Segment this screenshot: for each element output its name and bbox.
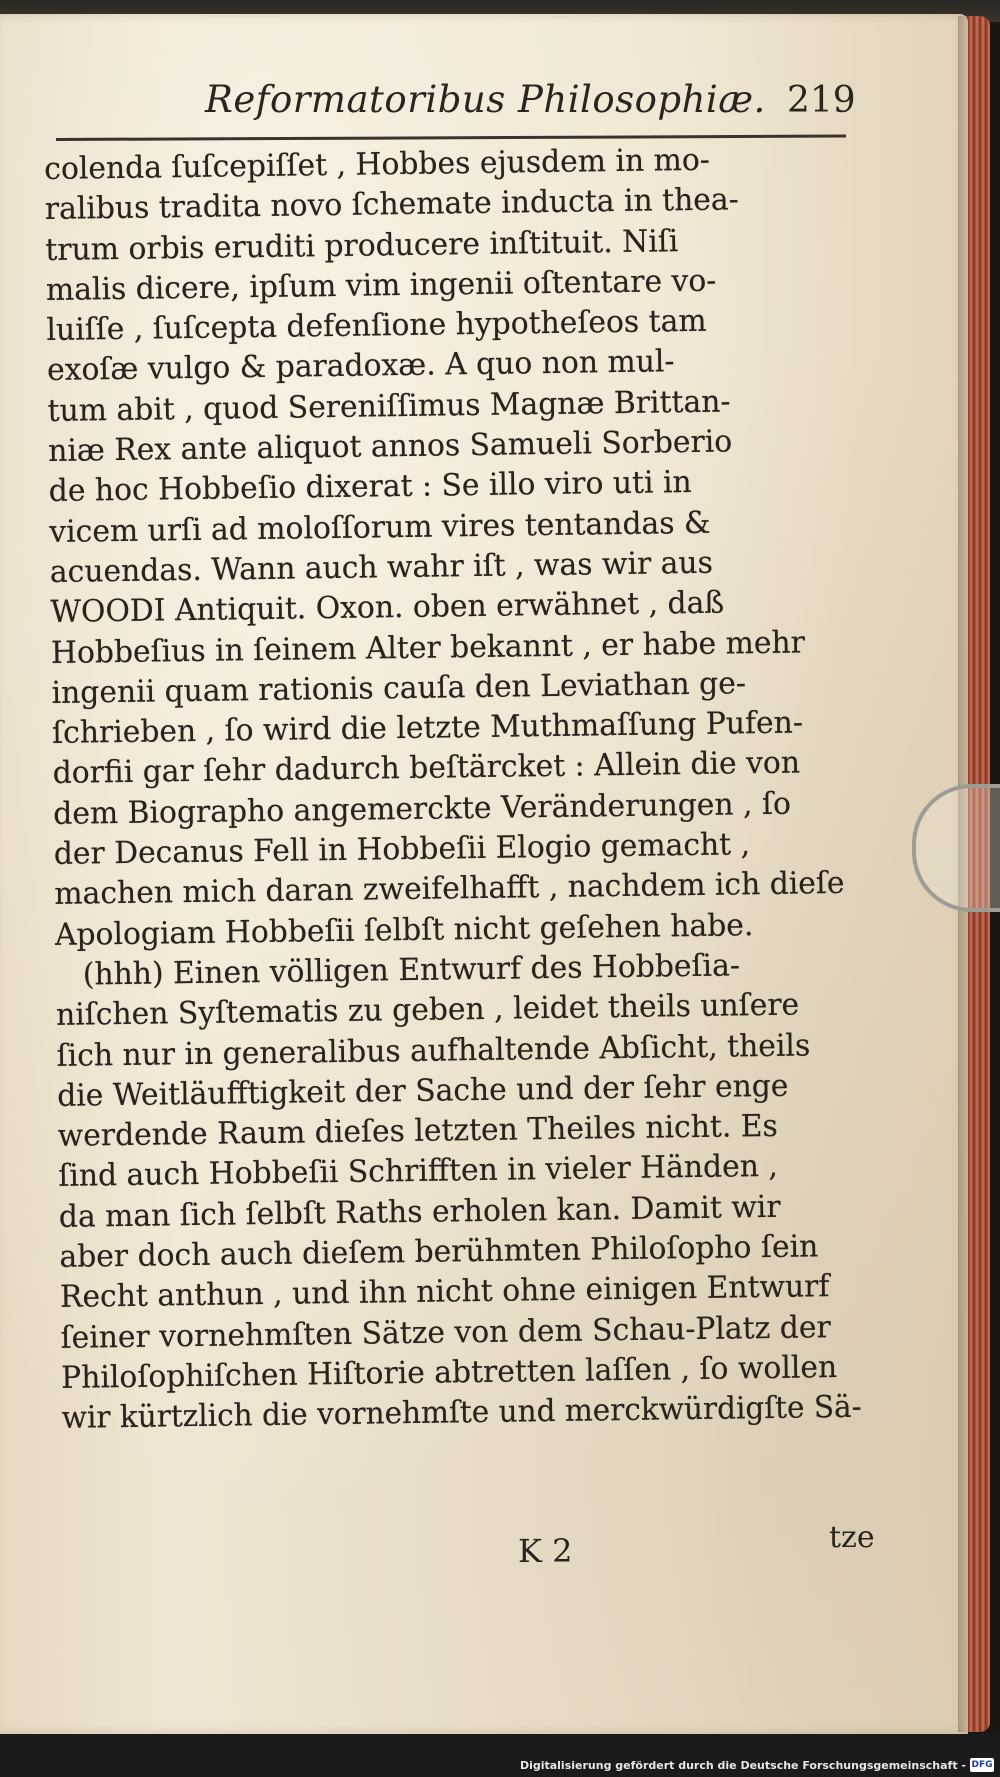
text-line: ralibus tradita novo ſchemate inducta in thea- <box>44 182 739 228</box>
text-line: da man ſich ſelbſt Raths erholen kan. Damit wir <box>58 1189 781 1235</box>
text-line: acuendas. Wann auch wahr iſt , was wir aus <box>49 545 714 590</box>
text-line: vicem urſi ad moloſſorum vires tentandas & <box>49 505 711 550</box>
text-line: werdende Raum dieſes letzten Theiles nicht. Es <box>57 1108 778 1155</box>
signature-mark: K 2 <box>518 1532 573 1570</box>
catchword: tze <box>829 1520 875 1555</box>
digitization-credit: Digitalisierung gefördert durch die Deutsche Forschungsgemeinschaft - <box>519 1759 966 1772</box>
text-line: ingenii quam rationis cauſa den Leviathan ge- <box>51 666 747 711</box>
text-line: Apologiam Hobbeſii ſelbſt nicht geſehen habe. <box>54 907 754 953</box>
text-line: de hoc Hobbeſio dixerat : Se illo viro uti in <box>48 465 692 510</box>
text-line: ſind auch Hobbeſii Schrifften in vieler Händen , <box>58 1149 779 1195</box>
text-line: Philoſophiſchen Hiſtorie abtretten laſſen , ſo wollen <box>60 1349 838 1396</box>
running-head: Reformatoribus Philosophiæ. <box>205 78 766 121</box>
text-line: die Weitläufftigkeit der Sache und der ſehr enge <box>56 1068 789 1114</box>
text-line: machen mich daran zweifelhafft , nachdem ich dieſe <box>54 866 845 913</box>
text-line: exoſæ vulgo & paradoxæ. A quo non mul- <box>46 344 675 389</box>
body-text <box>44 139 882 1440</box>
dfg-logo: DFG <box>971 1760 993 1770</box>
text-line: tum abit , quod Sereniſſimus Magnæ Brittan- <box>47 384 731 429</box>
text-line: wir kürtzlich die vornehmſte und merckwürdigſte Sä- <box>61 1389 862 1437</box>
text-line: colenda ſuſcepiſſet , Hobbes ejusdem in mo- <box>44 142 711 187</box>
text-line: ſeiner vornehmſten Sätze von dem Schau-Platz der <box>60 1309 831 1356</box>
text-line: niæ Rex ante aliquot annos Samueli Sorberio <box>47 424 733 470</box>
text-line: dem Biographo angemerckte Veränderungen , ſo <box>53 786 792 832</box>
text-line: Hobbeſius in ſeinem Alter bekannt , er habe mehr <box>50 624 806 671</box>
text-line: WOODI Antiquit. Oxon. oben erwähnet , daß <box>50 585 725 631</box>
text-line: luiſſe , ſuſcepta defenſione hypotheſeos tam <box>46 303 707 349</box>
text-line: Recht anthun , und ihn nicht ohne einigen Entwurf <box>59 1269 830 1316</box>
text-line: ſchrieben , ſo wird die letzte Muthmaſſung Pufen- <box>51 705 804 752</box>
text-line: niſchen Syſtematis zu geben , leidet theils unſere <box>55 987 800 1034</box>
text-line: malis dicere, ipſum vim ingenii oſtentare vo- <box>45 263 717 308</box>
text-line: trum orbis eruditi producere inſtituit. Niſi <box>45 223 679 268</box>
text-line: aber doch auch dieſem berühmten Philoſopho ſein <box>59 1229 819 1275</box>
text-line: ſich nur in generalibus aufhaltende Abſicht, theils <box>56 1027 811 1074</box>
text-line: der Decanus Fell in Hobbeſii Elogio gemacht , <box>53 827 751 872</box>
text-line: dorfii gar ſehr dadurch beſtärcket : Allein die von <box>52 745 801 792</box>
page-number: 219 <box>787 80 856 121</box>
text-line: (hhh) Einen völligen Entwurf des Hobbeſia- <box>82 948 741 993</box>
